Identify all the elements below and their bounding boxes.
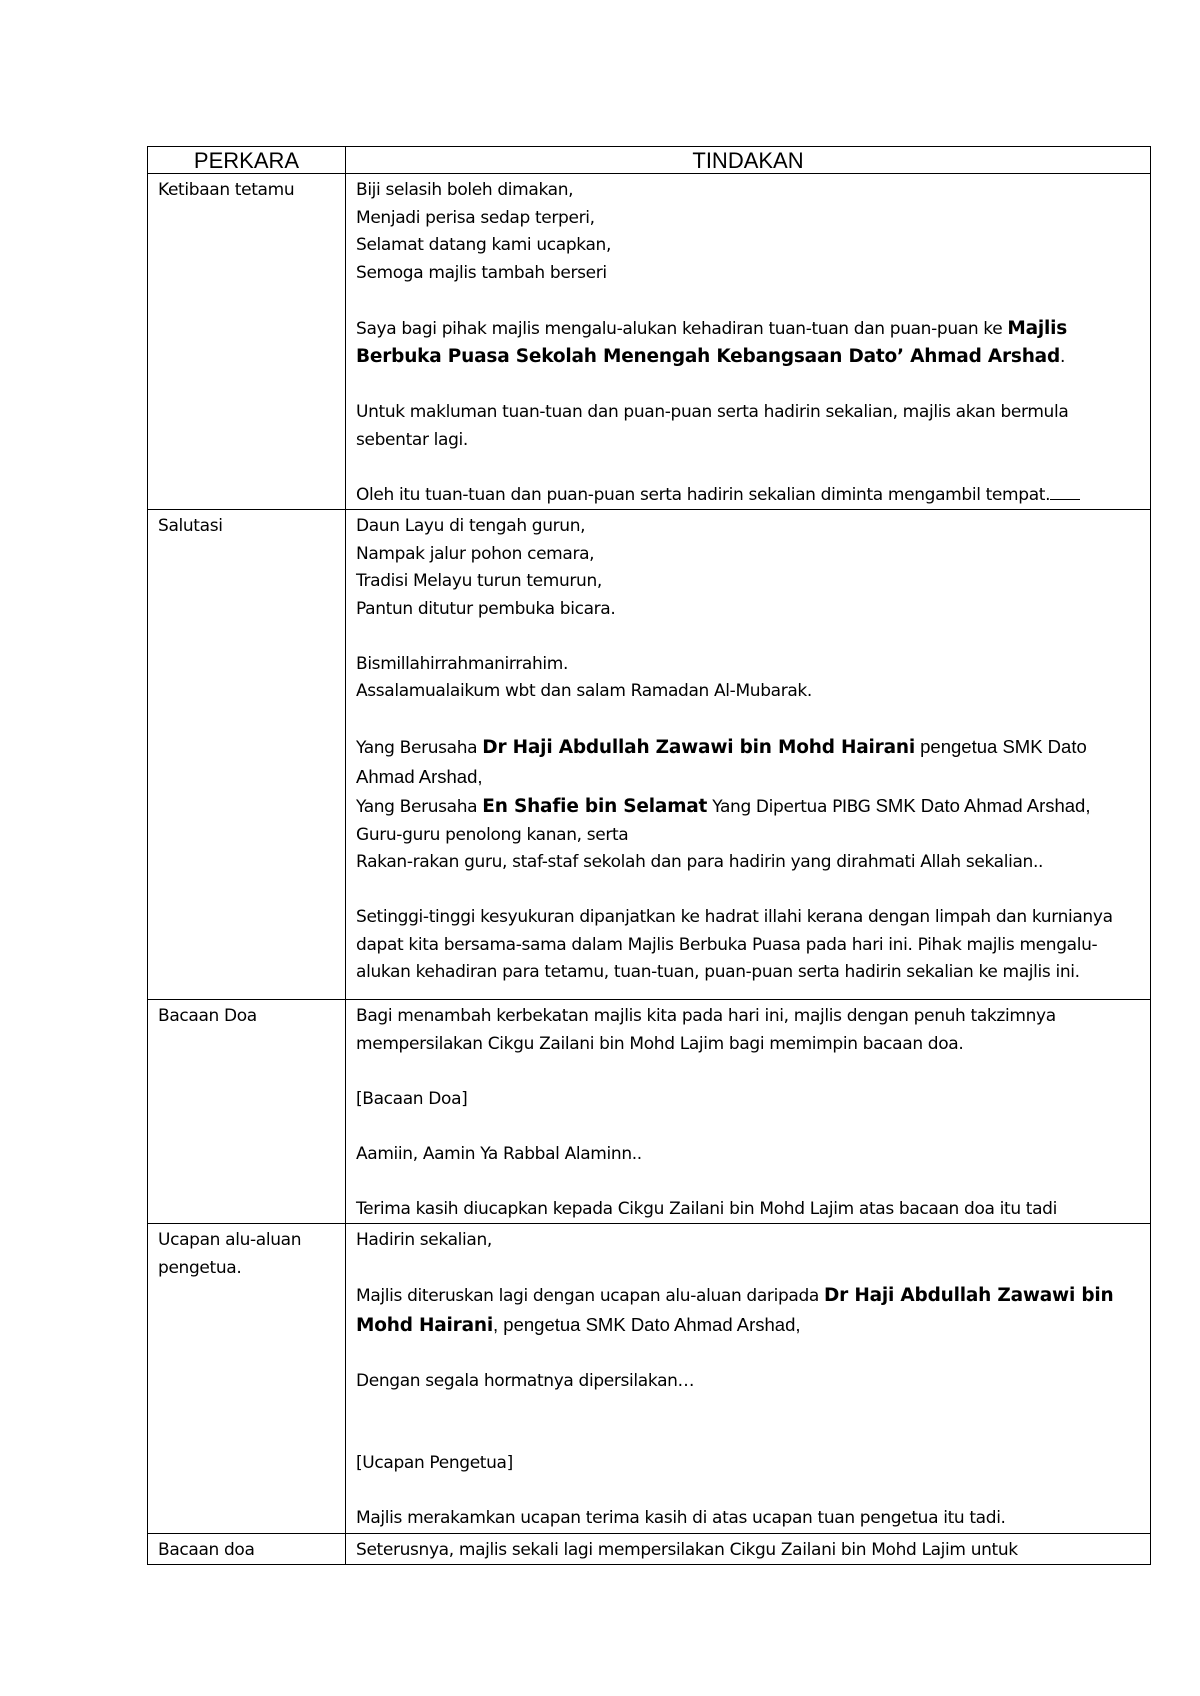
tindakan-cell — [346, 1224, 1151, 1534]
tindakan-cell — [346, 510, 1151, 1000]
salam-line: Assalamualaikum wbt dan salam Ramadan Al-Mubarak. — [356, 681, 812, 701]
salutation-prefix: Yang Berusaha — [356, 797, 483, 817]
perkara-cell — [148, 1000, 346, 1224]
pantun-line: Tradisi Melayu turun temurun, — [356, 571, 602, 591]
header-perkara: PERKARA — [148, 147, 346, 174]
ucapan-hadirin: Hadirin sekalian, — [356, 1230, 492, 1250]
table-row — [148, 1224, 1151, 1534]
perkara-cell — [148, 174, 346, 510]
tindakan-cell — [346, 1000, 1151, 1224]
perkara-cell — [148, 510, 346, 1000]
table-row — [148, 174, 1151, 510]
pengetua-name: Dr Haji Abdullah Zawawi bin Mohd Hairani — [356, 1285, 1114, 1336]
pibg-name: En Shafie bin Selamat — [482, 796, 708, 817]
salutation-prefix: Yang Berusaha — [356, 738, 483, 758]
pengetua-name: Dr Haji Abdullah Zawawi bin Mohd Hairani — [482, 737, 915, 758]
perkara-cell — [148, 1224, 346, 1534]
perkara-label: Ketibaan tetamu — [158, 180, 295, 200]
pengetua-role: pengetua SMK Dato Ahmad Arshad, — [356, 736, 1087, 787]
perkara-cell — [148, 1533, 346, 1565]
tindakan-cell — [346, 1533, 1151, 1565]
welcome-paragraph — [356, 315, 1140, 372]
doa2-text: Seterusnya, majlis sekali lagi mempersilakan Cikgu Zailani bin Mohd Lajim untuk — [356, 1539, 1018, 1560]
doa-aamiin: Aamiin, Aamin Ya Rabbal Alaminn.. — [356, 1143, 642, 1164]
seating-text: Oleh itu tuan-tuan dan puan-puan serta hadirin sekalian diminta mengambil tempat. — [356, 484, 1051, 505]
perkara-label: Bacaan doa — [158, 1539, 255, 1560]
pengetua-role: , pengetua SMK Dato Ahmad Arshad, — [493, 1313, 801, 1335]
kesyukuran-paragraph: Setinggi-tinggi kesyukuran dipanjatkan ke hadrat illahi kerana dengan limpah dan kurnianya dapat kita bersama-sama dalam Majlis Berbuka Puasa pada hari ini. Pihak majlis mengalu-alukan kehadiran para tetamu, tuan-tuan, puan-puan serta hadirin sekalian ke majlis ini. — [356, 907, 1113, 982]
welcome-event-name: Majlis Berbuka Puasa Sekolah Menengah Kebangsaan Dato’ Ahmad Arshad — [356, 317, 1068, 367]
header-tindakan: TINDAKAN — [346, 147, 1151, 174]
info-paragraph: Untuk makluman tuan-tuan dan puan-puan serta hadirin sekalian, majlis akan bermula sebentar lagi. — [356, 402, 1069, 450]
ucapan-placeholder: [Ucapan Pengetua] — [356, 1453, 513, 1473]
ucapan-lanjut-prefix: Majlis diteruskan lagi dengan ucapan alu-aluan daripada — [356, 1286, 825, 1306]
pantun-line: Nampak jalur pohon cemara, — [356, 543, 595, 564]
table-row — [148, 1533, 1151, 1565]
pantun-line: Selamat datang kami ucapkan, — [356, 235, 612, 255]
doa-intro: Bagi menambah kerbekatan majlis kita pada hari ini, majlis dengan penuh takzimnya mempersilakan Cikgu Zailani bin Mohd Lajim bagi memimpin bacaan doa. — [356, 1006, 1056, 1054]
pantun-line: Pantun ditutur pembuka bicara. — [356, 598, 616, 619]
agenda-table — [147, 146, 1151, 1565]
pibg-school: SMK Dato Ahmad Arshad, — [875, 795, 1091, 816]
salutation-rakan: Rakan-rakan guru, staf-staf sekolah dan para hadirin yang dirahmati Allah sekalian.. — [356, 852, 1044, 872]
ucapan-thanks: Majlis merakamkan ucapan terima kasih di atas ucapan tuan pengetua itu tadi. — [356, 1508, 1006, 1528]
pantun-line: Biji selasih boleh dimakan, — [356, 180, 574, 200]
perkara-label: Salutasi — [158, 516, 223, 536]
pantun-line: Daun Layu di tengah gurun, — [356, 516, 586, 536]
perkara-label: Bacaan Doa — [158, 1006, 257, 1026]
table-header-row — [148, 147, 1151, 174]
table-row — [148, 510, 1151, 1000]
salutation-guru: Guru-guru penolong kanan, serta — [356, 824, 629, 845]
pantun-line: Menjadi perisa sedap terperi, — [356, 207, 595, 228]
welcome-end: . — [1060, 347, 1066, 367]
salutation-pibg — [356, 792, 1140, 822]
ucapan-lanjut — [356, 1282, 1140, 1340]
tindakan-cell — [346, 174, 1151, 510]
trailing-underline — [1050, 498, 1080, 500]
doa-placeholder: [Bacaan Doa] — [356, 1088, 468, 1109]
bismillah-line: Bismillahirrahmanirrahim. — [356, 653, 569, 674]
seating-paragraph — [356, 482, 1140, 510]
ucapan-dipersilakan: Dengan segala hormatnya dipersilakan… — [356, 1370, 695, 1391]
doa-thanks: Terima kasih diucapkan kepada Cikgu Zailani bin Mohd Lajim atas bacaan doa itu tadi — [356, 1198, 1057, 1219]
welcome-intro: Saya bagi pihak majlis mengalu-alukan kehadiran tuan-tuan dan puan-puan ke — [356, 318, 1008, 339]
table-row — [148, 1000, 1151, 1224]
pibg-role: Yang Dipertua PIBG — [707, 797, 876, 817]
perkara-label: Ucapan alu-aluan pengetua. — [158, 1230, 302, 1278]
pantun-line: Semoga majlis tambah berseri — [356, 262, 607, 283]
salutation-pengetua — [356, 733, 1140, 792]
